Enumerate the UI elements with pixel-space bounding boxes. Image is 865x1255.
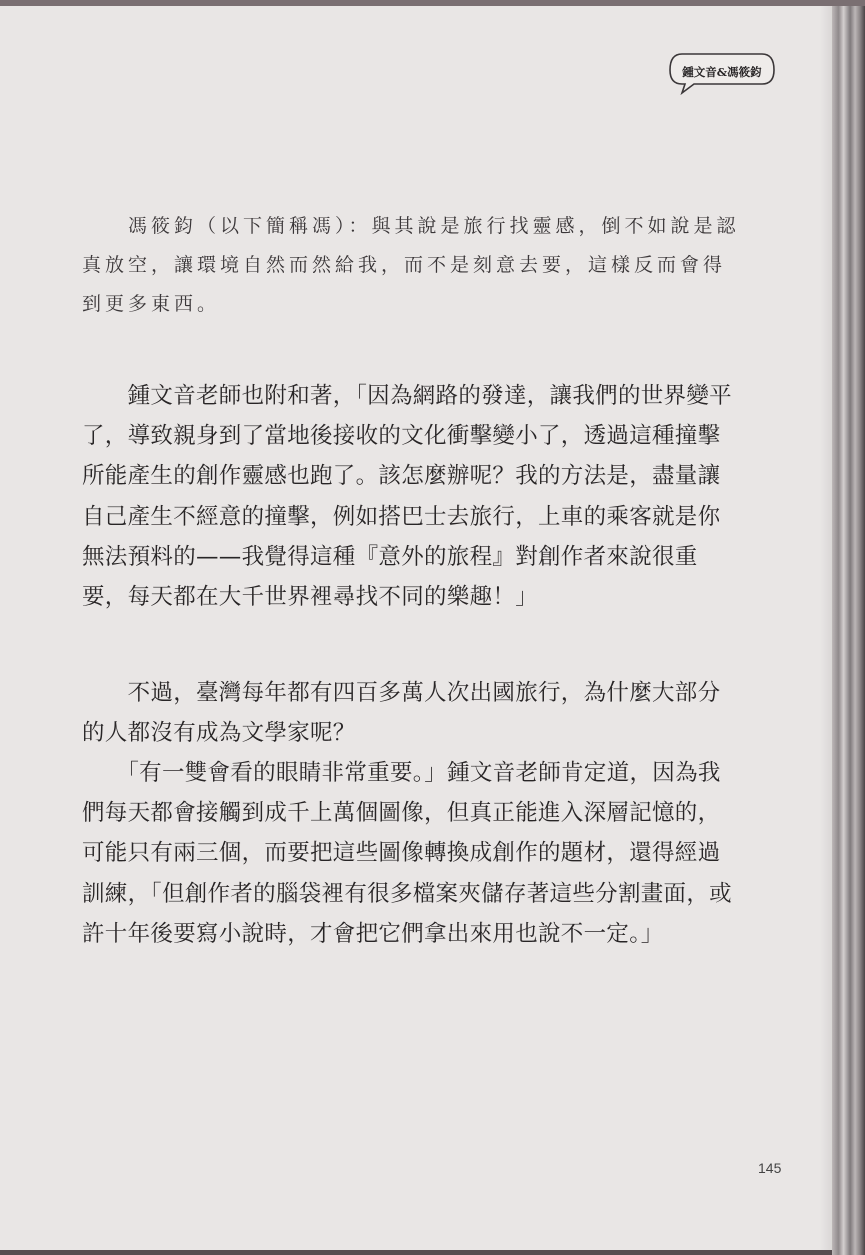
paragraph-intro	[82, 207, 742, 324]
book-page	[0, 6, 832, 1250]
book-page-edges	[832, 6, 865, 1255]
paragraph-quote-2	[82, 753, 742, 954]
page-bottom-edge	[0, 1250, 832, 1255]
paragraph-text: 鍾文音老師也附和著，「因為網路的發達，讓我們的世界變平了，導致親身到了當地後接收的文化衝擊變小了，透過這種撞擊所能產生的創作靈感也跑了。該怎麼辦呢？我的方法是，盡量讓自己產生不經意的撞擊，例如搭巴士去旅行，上車的乘客就是你無法預料的——我覺得這種『意外的旅程』對創作者來說很重要，每天都在大千世界裡尋找不同的樂趣！」	[82, 383, 732, 611]
paragraph-text: 「有一雙會看的眼睛非常重要。」鍾文音老師肯定道，因為我們每天都會接觸到成千上萬個圖像，但真正能進入深層記憶的，可能只有兩三個，而要把這些圖像轉換成創作的題材，還得經過訓練，「但創作者的腦袋裡有很多檔案夾儲存著這些分割畫面，或許十年後要寫小說時，才會把它們拿出來用也說不一定。」	[82, 760, 732, 947]
paragraph-quote-1	[82, 376, 742, 617]
paragraph-text: 不過，臺灣每年都有四百多萬人次出國旅行，為什麼大部分的人都沒有成為文學家呢？	[82, 680, 721, 747]
paragraph-question	[82, 673, 742, 753]
running-header-bubble	[668, 52, 776, 96]
running-header-title: 鍾文音&馮筱鈞	[682, 65, 762, 79]
page-number: 145	[758, 1160, 782, 1176]
paragraph-text: 馮筱鈞（以下簡稱馮）：與其說是旅行找靈感，倒不如說是認真放空，讓環境自然而然給我，而不是刻意去要，這樣反而會得到更多東西。	[82, 215, 740, 315]
